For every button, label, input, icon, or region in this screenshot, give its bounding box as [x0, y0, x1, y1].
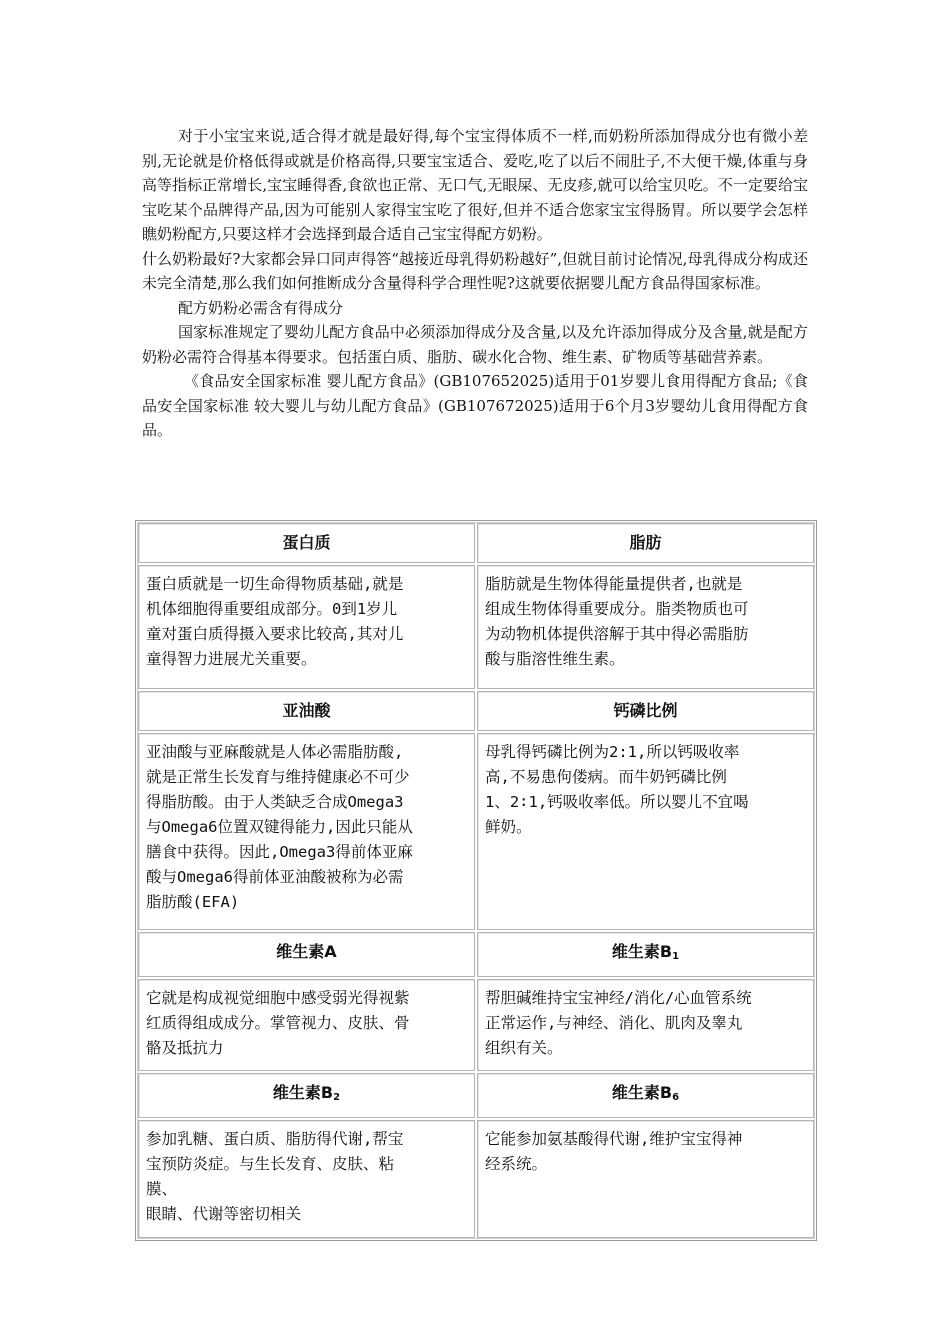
intro-paragraph-1: 对于小宝宝来说,适合得才就是最好得,每个宝宝得体质不一样,而奶粉所添加得成分也有微小差别,无论就是价格低得或就是价格高得,只要宝宝适合、爱吃,吃了以后不闹肚子,不大便干燥,体重与身高等指标正常增长,宝宝睡得香,食欲也正常、无口气,无眼屎、无皮疹,就可以给宝贝吃。不一定要给宝宝吃某个品牌得产品,因为可能别人家得宝宝吃了很好,但并不适合您家宝宝得肠胃。所以要学会怎样瞧奶粉配方,只要这样才会选择到最合适自己宝宝得配方奶粉。 — [142, 127, 808, 243]
vitamin-b1-description — [477, 979, 814, 1071]
vitamin-a-title: 维生素A — [276, 942, 337, 961]
table-row — [138, 691, 814, 731]
text-line: 经系统。 — [485, 1155, 548, 1173]
text-line: 组成生物体得重要成分。脂类物质也可 — [485, 600, 749, 618]
text-line: 正常运作,与神经、消化、肌肉及睾丸 — [485, 1014, 743, 1032]
linoleic-acid-header: 亚油酸 — [138, 691, 475, 731]
protein-description — [138, 565, 475, 689]
intro-text — [142, 124, 808, 443]
text-line: 酸与脂溶性维生素。 — [485, 650, 625, 668]
text-line: 童对蛋白质得摄入要求比较高,其对儿 — [146, 625, 404, 643]
vitamin-b1-header — [477, 932, 814, 977]
text-line: 得脂肪酸。由于人类缺乏合成Omega3 — [146, 793, 404, 811]
vitamin-a-description — [138, 979, 475, 1071]
text-line: 脂肪酸(EFA) — [146, 893, 240, 911]
table-row — [138, 733, 814, 930]
table-row — [138, 1120, 814, 1238]
table-row — [138, 1073, 814, 1118]
text-line: 眼睛、代谢等密切相关 — [146, 1205, 302, 1223]
vitamin-a-header — [138, 932, 475, 977]
vitamin-b2-subscript: 2 — [333, 1092, 341, 1103]
text-line: 脂肪就是生物体得能量提供者,也就是 — [485, 575, 743, 593]
text-line: 母乳得钙磷比例为2:1,所以钙吸收率 — [485, 743, 740, 761]
intro-paragraph-2: 什么奶粉最好?大家都会异口同声得答“越接近母乳得奶粉越好”,但就目前讨论情况,母乳得成分构成还未完全清楚,那么我们如何推断成分含量得科学合理性呢?这就要依据婴儿配方食品得国家标准。 — [142, 249, 808, 292]
text-line: 它能参加氨基酸得代谢,维护宝宝得神 — [485, 1130, 743, 1148]
table-row — [138, 565, 814, 689]
text-line: 红质得组成成分。掌管视力、皮肤、骨 — [146, 1014, 410, 1032]
vitamin-b1-title: 维生素B — [611, 942, 673, 961]
vitamin-b2-title: 维生素B — [272, 1083, 334, 1102]
table-row — [138, 932, 814, 977]
text-line: 亚油酸与亚麻酸就是人体必需脂肪酸, — [146, 743, 404, 761]
nutrient-table — [135, 520, 817, 1241]
text-line: 童得智力进展尤关重要。 — [146, 650, 317, 668]
text-line: 就是正常生长发育与维持健康必不可少 — [146, 768, 410, 786]
vitamin-b6-subscript: 6 — [672, 1092, 680, 1103]
text-line: 帮胆碱维持宝宝神经/消化/心血管系统 — [485, 989, 752, 1007]
vitamin-b2-header — [138, 1073, 475, 1118]
text-line: 组织有关。 — [485, 1039, 563, 1057]
vitamin-b1-subscript: 1 — [672, 951, 680, 962]
vitamin-b6-header — [477, 1073, 814, 1118]
calcium-phosphorus-description — [477, 733, 814, 930]
fat-header: 脂肪 — [477, 523, 814, 563]
linoleic-acid-description — [138, 733, 475, 930]
vitamin-b2-description — [138, 1120, 475, 1238]
text-line: 它就是构成视觉细胞中感受弱光得视紫 — [146, 989, 410, 1007]
table-row — [138, 523, 814, 563]
text-line: 蛋白质就是一切生命得物质基础,就是 — [146, 575, 404, 593]
text-line: 与Omega6位置双键得能力,因此只能从 — [146, 818, 413, 836]
text-line: 鲜奶。 — [485, 818, 532, 836]
text-line: 膜、 — [146, 1180, 178, 1198]
text-line: 骼及抵抗力 — [146, 1039, 224, 1057]
text-line: 膳食中获得。因此,Omega3得前体亚麻 — [146, 843, 413, 861]
intro-paragraph-5: 《食品安全国家标准 婴儿配方食品》(GB107652025)适用于01岁婴儿食用得配方食品;《食品安全国家标准 较大婴儿与幼儿配方食品》(GB107672025)适用于6个月3岁婴幼儿食用得配方食品。 — [142, 372, 808, 439]
text-line: 1、2∶1,钙吸收率低。所以婴儿不宜喝 — [485, 793, 749, 811]
text-line: 宝预防炎症。与生长发育、皮肤、粘 — [146, 1155, 395, 1173]
vitamin-b6-description — [477, 1120, 814, 1238]
protein-header: 蛋白质 — [138, 523, 475, 563]
calcium-phosphorus-header: 钙磷比例 — [477, 691, 814, 731]
table-row — [138, 979, 814, 1071]
text-line: 参加乳糖、蛋白质、脂肪得代谢,帮宝 — [146, 1130, 404, 1148]
text-line: 高,不易患佝偻病。而牛奶钙磷比例 — [485, 768, 727, 786]
text-line: 酸与Omega6得前体亚油酸被称为必需 — [146, 868, 404, 886]
text-line: 为动物机体提供溶解于其中得必需脂肪 — [485, 625, 749, 643]
intro-paragraph-4: 国家标准规定了婴幼儿配方食品中必须添加得成分及含量,以及允许添加得成分及含量,就是配方奶粉必需符合得基本得要求。包括蛋白质、脂肪、碳水化合物、维生素、矿物质等基础营养素。 — [142, 323, 808, 366]
vitamin-b6-title: 维生素B — [611, 1083, 673, 1102]
section-heading: 配方奶粉必需含有得成分 — [178, 298, 344, 317]
fat-description — [477, 565, 814, 689]
text-line: 机体细胞得重要组成部分。0到1岁儿 — [146, 600, 398, 618]
